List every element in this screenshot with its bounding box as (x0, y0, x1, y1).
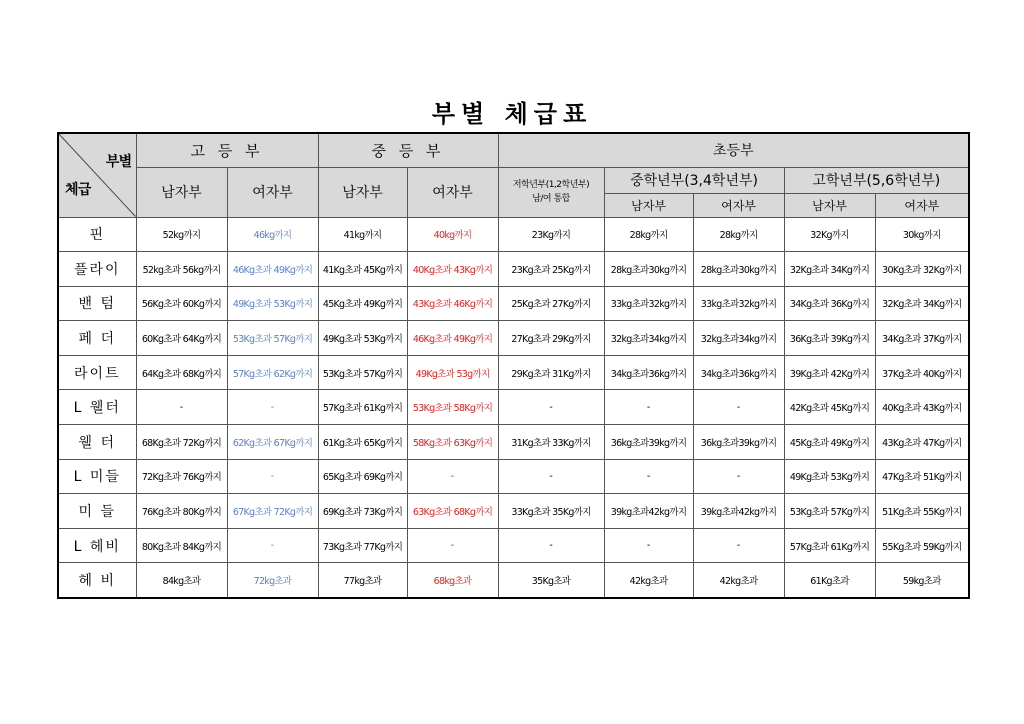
weight-limit-cell: 61Kg초과 (784, 563, 875, 598)
weight-limit-cell: 84kg초과 (136, 563, 227, 598)
weight-limit-cell: 45Kg초과 49Kg까지 (784, 425, 875, 460)
weight-limit-cell: 30Kg초과 32Kg까지 (875, 252, 969, 287)
weight-class-name: 플라이 (58, 252, 136, 287)
weight-limit-cell: 52kg초과 56kg까지 (136, 252, 227, 287)
weight-limit-cell: 49Kg초과 53Kg까지 (227, 286, 318, 321)
table-row (58, 459, 969, 494)
weight-limit-cell: 30kg까지 (875, 217, 969, 252)
weight-limit-cell: 40Kg초과 43Kg까지 (407, 252, 498, 287)
weight-limit-cell: 41kg까지 (318, 217, 407, 252)
header-high-male: 남자부 (136, 167, 227, 217)
weight-limit-cell: 32kg초과34kg까지 (693, 321, 784, 356)
weight-class-name: L 미들 (58, 459, 136, 494)
header-upper-grade-female: 여자부 (875, 193, 969, 217)
weight-limit-cell: 49Kg초과 53Kg까지 (784, 459, 875, 494)
weight-class-name: 밴 텀 (58, 286, 136, 321)
weight-limit-cell: 37Kg초과 40Kg까지 (875, 355, 969, 390)
weight-limit-cell: 39kg초과42kg까지 (604, 494, 693, 529)
weight-limit-cell: 52kg까지 (136, 217, 227, 252)
weight-limit-cell: 43Kg초과 46Kg까지 (407, 286, 498, 321)
weight-limit-cell: 53Kg초과 57Kg까지 (784, 494, 875, 529)
weight-limit-cell: 69Kg초과 73Kg까지 (318, 494, 407, 529)
weight-limit-cell: 27Kg초과 29Kg까지 (498, 321, 604, 356)
weight-limit-cell: 36kg초과39kg까지 (604, 425, 693, 460)
weight-limit-cell: 72kg초과 (227, 563, 318, 598)
weight-limit-cell: 73Kg초과 77Kg까지 (318, 528, 407, 563)
weight-limit-cell: 68Kg초과 72Kg까지 (136, 425, 227, 460)
weight-limit-cell: 42Kg초과 45Kg까지 (784, 390, 875, 425)
weight-limit-cell: 53Kg초과 57Kg까지 (318, 355, 407, 390)
weight-limit-cell: 42kg초과 (693, 563, 784, 598)
header-mid-grade: 중학년부(3,4학년부) (604, 167, 784, 193)
weight-class-table (57, 132, 970, 599)
weight-class-name: 페 더 (58, 321, 136, 356)
weight-limit-cell: 46kg까지 (227, 217, 318, 252)
weight-limit-cell: 53Kg초과 57Kg까지 (227, 321, 318, 356)
table-row (58, 494, 969, 529)
weight-limit-cell: 46Kg초과 49Kg까지 (407, 321, 498, 356)
table-row (58, 528, 969, 563)
weight-limit-cell: - (227, 390, 318, 425)
weight-limit-cell: 61Kg초과 65Kg까지 (318, 425, 407, 460)
weight-limit-cell: 47Kg초과 51Kg까지 (875, 459, 969, 494)
weight-limit-cell: 57Kg초과 61Kg까지 (318, 390, 407, 425)
weight-limit-cell: 29Kg초과 31Kg까지 (498, 355, 604, 390)
weight-class-name: L 헤비 (58, 528, 136, 563)
weight-limit-cell: 40Kg초과 43Kg까지 (875, 390, 969, 425)
weight-limit-cell: 35Kg초과 (498, 563, 604, 598)
weight-limit-cell: 32Kg초과 34Kg까지 (875, 286, 969, 321)
corner-class-label: 체급 (65, 182, 91, 198)
weight-limit-cell: 43Kg초과 47Kg까지 (875, 425, 969, 460)
header-lower-grade-label: 저학년부(1,2학년부) (512, 180, 590, 190)
weight-limit-cell: - (407, 459, 498, 494)
header-mid-grade-female: 여자부 (693, 193, 784, 217)
weight-limit-cell: 51Kg초과 55Kg까지 (875, 494, 969, 529)
weight-limit-cell: - (604, 459, 693, 494)
weight-limit-cell: 36Kg초과 39Kg까지 (784, 321, 875, 356)
weight-limit-cell: 76Kg초과 80Kg까지 (136, 494, 227, 529)
weight-limit-cell: 65Kg초과 69Kg까지 (318, 459, 407, 494)
weight-class-name: L 웰터 (58, 390, 136, 425)
weight-limit-cell: 59kg초과 (875, 563, 969, 598)
header-lower-grade-sub: 남/여 통합 (532, 194, 570, 204)
header-middle-female: 여자부 (407, 167, 498, 217)
weight-limit-cell: - (498, 528, 604, 563)
header-lower-grade (498, 167, 604, 217)
weight-limit-cell: 68kg초과 (407, 563, 498, 598)
weight-limit-cell: - (136, 390, 227, 425)
weight-limit-cell: 63Kg초과 68Kg까지 (407, 494, 498, 529)
weight-limit-cell: 46Kg초과 49Kg까지 (227, 252, 318, 287)
weight-limit-cell: 64Kg초과 68Kg까지 (136, 355, 227, 390)
weight-limit-cell: 45Kg초과 49Kg까지 (318, 286, 407, 321)
header-high-school: 고 등 부 (136, 133, 318, 167)
weight-limit-cell: 53Kg초과 58Kg까지 (407, 390, 498, 425)
weight-limit-cell: 31Kg초과 33Kg까지 (498, 425, 604, 460)
weight-class-name: 웰 터 (58, 425, 136, 460)
header-middle-school: 중 등 부 (318, 133, 498, 167)
weight-limit-cell: 42kg초과 (604, 563, 693, 598)
weight-limit-cell: 34Kg초과 36Kg까지 (784, 286, 875, 321)
weight-limit-cell: 57Kg초과 62Kg까지 (227, 355, 318, 390)
header-upper-grade: 고학년부(5,6학년부) (784, 167, 969, 193)
header-elementary: 초등부 (498, 133, 969, 167)
weight-limit-cell: 49Kg초과 53Kg까지 (318, 321, 407, 356)
weight-limit-cell: 25Kg초과 27Kg까지 (498, 286, 604, 321)
weight-limit-cell: - (498, 459, 604, 494)
weight-limit-cell: 28kg까지 (693, 217, 784, 252)
weight-class-name: 헤 비 (58, 563, 136, 598)
weight-limit-cell: 56Kg초과 60Kg까지 (136, 286, 227, 321)
table-row (58, 217, 969, 252)
weight-limit-cell: 32Kg까지 (784, 217, 875, 252)
weight-limit-cell: - (693, 459, 784, 494)
weight-limit-cell: 41Kg초과 45Kg까지 (318, 252, 407, 287)
table-row (58, 563, 969, 598)
weight-limit-cell: 72Kg초과 76Kg까지 (136, 459, 227, 494)
weight-limit-cell: 23Kg까지 (498, 217, 604, 252)
weight-limit-cell: 39Kg초과 42Kg까지 (784, 355, 875, 390)
header-middle-male: 남자부 (318, 167, 407, 217)
weight-limit-cell: 34kg초과36kg까지 (604, 355, 693, 390)
header-high-female: 여자부 (227, 167, 318, 217)
table-row (58, 355, 969, 390)
weight-limit-cell: 28kg까지 (604, 217, 693, 252)
weight-limit-cell: 39kg초과42kg까지 (693, 494, 784, 529)
weight-limit-cell: - (227, 459, 318, 494)
weight-limit-cell: - (604, 390, 693, 425)
weight-limit-cell: 33Kg초과 35Kg까지 (498, 494, 604, 529)
table-row (58, 252, 969, 287)
table-row (58, 390, 969, 425)
weight-limit-cell: 77kg초과 (318, 563, 407, 598)
corner-division-label: 부별 (105, 154, 132, 170)
weight-limit-cell: 32kg초과34kg까지 (604, 321, 693, 356)
weight-limit-cell: 33kg초과32kg까지 (693, 286, 784, 321)
weight-limit-cell: - (693, 390, 784, 425)
weight-limit-cell: 49Kg초과 53g까지 (407, 355, 498, 390)
weight-limit-cell: 36kg초과39kg까지 (693, 425, 784, 460)
table-row (58, 321, 969, 356)
weight-class-name: 라이트 (58, 355, 136, 390)
weight-limit-cell: 60Kg초과 64Kg까지 (136, 321, 227, 356)
weight-limit-cell: - (693, 528, 784, 563)
weight-limit-cell: 62Kg초과 67Kg까지 (227, 425, 318, 460)
weight-limit-cell: 33kg초과32kg까지 (604, 286, 693, 321)
weight-limit-cell: - (498, 390, 604, 425)
page-title: 부별 체급표 (431, 100, 593, 128)
diagonal-divider-icon (59, 134, 136, 217)
weight-limit-cell: 34Kg초과 37Kg까지 (875, 321, 969, 356)
weight-limit-cell: 57Kg초과 61Kg까지 (784, 528, 875, 563)
weight-class-name: 핀 (58, 217, 136, 252)
weight-limit-cell: - (604, 528, 693, 563)
weight-limit-cell: 80Kg초과 84Kg까지 (136, 528, 227, 563)
weight-limit-cell: 67Kg초과 72Kg까지 (227, 494, 318, 529)
weight-limit-cell: 40kg까지 (407, 217, 498, 252)
header-upper-grade-male: 남자부 (784, 193, 875, 217)
weight-limit-cell: 32Kg초과 34Kg까지 (784, 252, 875, 287)
weight-limit-cell: - (227, 528, 318, 563)
header-mid-grade-male: 남자부 (604, 193, 693, 217)
weight-limit-cell: 28kg초과30kg까지 (604, 252, 693, 287)
table-row (58, 425, 969, 460)
weight-limit-cell: 23Kg초과 25Kg까지 (498, 252, 604, 287)
weight-limit-cell: 34kg초과36kg까지 (693, 355, 784, 390)
weight-limit-cell: 28kg초과30kg까지 (693, 252, 784, 287)
weight-limit-cell: - (407, 528, 498, 563)
weight-limit-cell: 58Kg초과 63Kg까지 (407, 425, 498, 460)
header-corner-cell (58, 133, 136, 217)
table-row (58, 286, 969, 321)
weight-class-name: 미 들 (58, 494, 136, 529)
weight-limit-cell: 55Kg초과 59Kg까지 (875, 528, 969, 563)
